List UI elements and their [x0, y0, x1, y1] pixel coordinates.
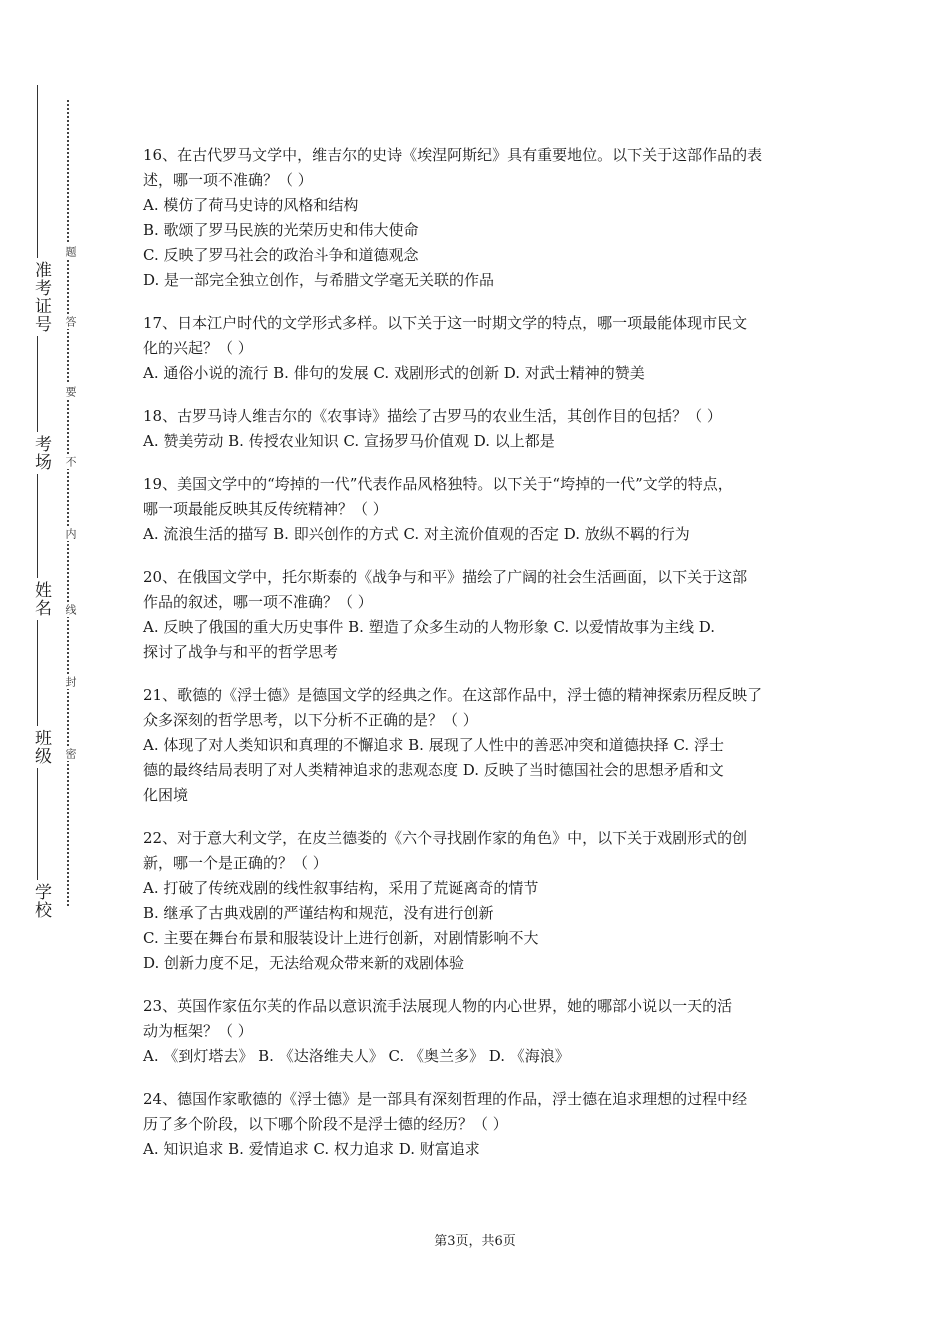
question-line: 20、在俄国文学中，托尔斯泰的《战争与和平》描绘了广阔的社会生活画面，以下关于这部 — [143, 568, 748, 586]
question-list — [143, 143, 813, 1180]
binding-solid-line — [37, 85, 38, 920]
seal-char: 封 — [58, 674, 78, 689]
option-line: A. 反映了俄国的重大历史事件 B. 塑造了众多生动的人物形象 C. 以爱情故事为主线 D. — [143, 618, 715, 636]
question-24 — [143, 1087, 813, 1162]
question-line: 动为框架？（ ） — [143, 1022, 253, 1040]
seal-char: 答 — [58, 314, 78, 329]
option-line: A. 打破了传统戏剧的线性叙事结构，采用了荒诞离奇的情节 — [143, 879, 539, 897]
option-line: D. 创新力度不足，无法给观众带来新的戏剧体验 — [143, 954, 465, 972]
option-line: C. 主要在舞台布景和服装设计上进行创新，对剧情影响不大 — [143, 929, 539, 947]
option-line: A. 赞美劳动 B. 传授农业知识 C. 宣扬罗马价值观 D. 以上都是 — [143, 432, 555, 450]
option-line: B. 继承了古典戏剧的严谨结构和规范，没有进行创新 — [143, 904, 494, 922]
seal-char: 要 — [58, 384, 78, 399]
question-line: 19、美国文学中的“垮掉的一代”代表作品风格独特。以下关于“垮掉的一代”文学的特点， — [143, 475, 733, 493]
question-17 — [143, 311, 813, 386]
page-number: 第3页，共6页 — [434, 1234, 516, 1249]
option-line: A. 流浪生活的描写 B. 即兴创作的方式 C. 对主流价值观的否定 D. 放纵不羁的行为 — [143, 525, 690, 543]
question-20 — [143, 565, 813, 665]
option-line: C. 反映了罗马社会的政治斗争和道德观念 — [143, 246, 419, 264]
question-line: 众多深刻的哲学思考，以下分析不正确的是？（ ） — [143, 711, 478, 729]
option-line: A. 模仿了荷马史诗的风格和结构 — [143, 196, 359, 214]
option-line: A. 知识追求 B. 爱情追求 C. 权力追求 D. 财富追求 — [143, 1140, 480, 1158]
label-class: 班级 — [20, 726, 54, 768]
option-line: A. 通俗小说的流行 B. 俳句的发展 C. 戏剧形式的创新 D. 对武士精神的赞美 — [143, 364, 645, 382]
label-name: 姓名 — [20, 578, 54, 620]
seal-char: 密 — [58, 746, 78, 761]
option-line: A. 体现了对人类知识和真理的不懈追求 B. 展现了人性中的善恶冲突和道德抉择 C. 浮士 — [143, 736, 724, 754]
question-22 — [143, 826, 813, 976]
question-line: 24、德国作家歌德的《浮士德》是一部具有深刻哲理的作品，浮士德在追求理想的过程中经 — [143, 1090, 748, 1108]
question-line: 新，哪一个是正确的？（ ） — [143, 854, 328, 872]
option-line: D. 是一部完全独立创作，与希腊文学毫无关联的作品 — [143, 271, 495, 289]
question-line: 23、英国作家伍尔芙的作品以意识流手法展现人物的内心世界，她的哪部小说以一天的活 — [143, 997, 733, 1015]
label-exam-room: 考场 — [20, 432, 54, 474]
option-line: B. 歌颂了罗马民族的光荣历史和伟大使命 — [143, 221, 419, 239]
question-21 — [143, 683, 813, 808]
label-exam-number: 准考证号 — [20, 258, 54, 336]
question-line: 17、日本江户时代的文学形式多样。以下关于这一时期文学的特点，哪一项最能体现市民文 — [143, 314, 748, 332]
question-19 — [143, 472, 813, 547]
label-school: 学校 — [20, 880, 54, 922]
question-line: 作品的叙述，哪一项不准确？（ ） — [143, 593, 373, 611]
question-line: 22、对于意大利文学，在皮兰德娄的《六个寻找剧作家的角色》中，以下关于戏剧形式的创 — [143, 829, 748, 847]
question-line: 18、古罗马诗人维吉尔的《农事诗》描绘了古罗马的农业生活，其创作目的包括？（ ） — [143, 407, 722, 425]
option-line: A. 《到灯塔去》 B. 《达洛维夫人》 C. 《奥兰多》 D. 《海浪》 — [143, 1047, 570, 1065]
question-line: 历了多个阶段，以下哪个阶段不是浮士德的经历？（ ） — [143, 1115, 508, 1133]
seal-char: 线 — [58, 602, 78, 617]
option-line: 德的最终结局表明了对人类精神追求的悲观态度 D. 反映了当时德国社会的思想矛盾和文 — [143, 761, 724, 779]
option-line: 化困境 — [143, 786, 189, 804]
seal-char: 不 — [58, 454, 78, 469]
question-line: 哪一项最能反映其反传统精神？（ ） — [143, 500, 388, 518]
question-line: 16、在古代罗马文学中，维吉尔的史诗《埃涅阿斯纪》具有重要地位。以下关于这部作品的表 — [143, 146, 763, 164]
seal-char: 内 — [58, 526, 78, 541]
question-line: 化的兴起？（ ） — [143, 339, 253, 357]
binding-dotted-line — [67, 100, 69, 906]
question-16 — [143, 143, 813, 293]
question-line: 21、歌德的《浮士德》是德国文学的经典之作。在这部作品中，浮士德的精神探索历程反映了 — [143, 686, 763, 704]
question-line: 述，哪一项不准确？（ ） — [143, 171, 313, 189]
question-23 — [143, 994, 813, 1069]
option-line: 探讨了战争与和平的哲学思考 — [143, 643, 339, 661]
seal-char: 题 — [58, 244, 78, 259]
question-18 — [143, 404, 813, 454]
